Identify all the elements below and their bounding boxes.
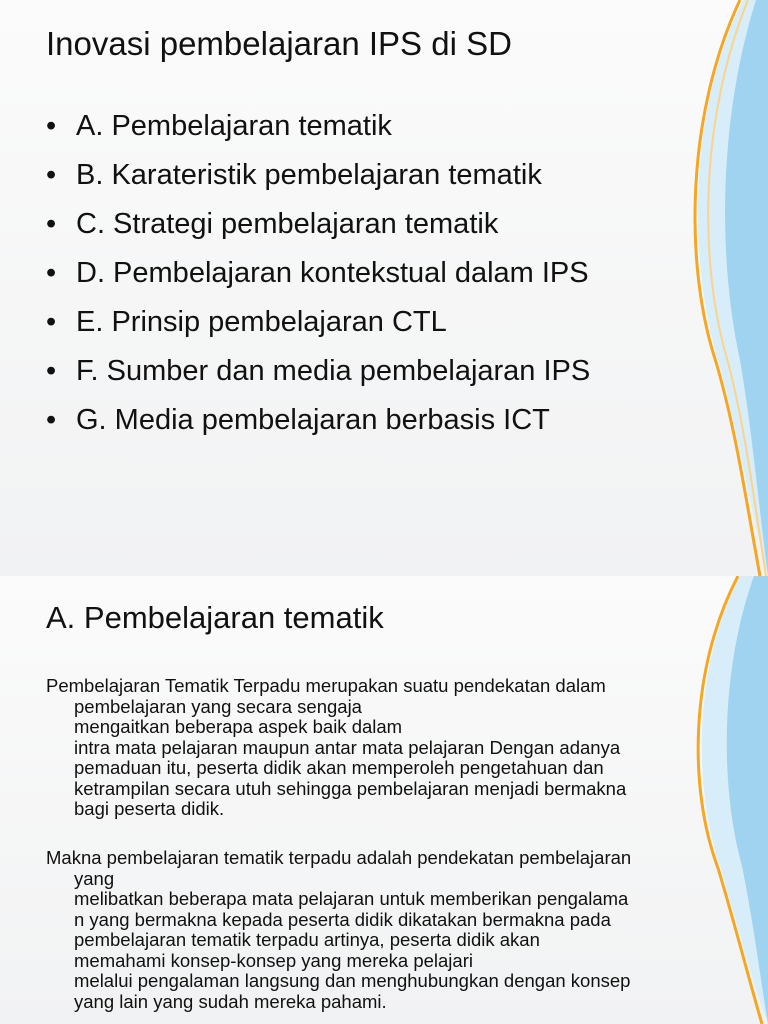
paragraph-line: melibatkan beberapa mata pelajaran untuk memberikan pengalama (74, 888, 629, 909)
bullet-icon: • (46, 110, 57, 142)
slide-title: A. Pembelajaran tematik (46, 600, 384, 635)
paragraph (46, 676, 736, 820)
bullet-icon: • (46, 355, 57, 387)
bullet-icon: • (46, 404, 57, 436)
paragraph-line: Pembelajaran Tematik Terpadu merupakan suatu pendekatan dalam (46, 675, 606, 696)
paragraph-line: yang (74, 867, 115, 889)
paragraph-line: Makna pembelajaran tematik terpadu adalah pendekatan pembelajaran (46, 847, 632, 868)
bullet-icon: • (46, 208, 57, 240)
list-item (46, 155, 590, 204)
paragraph-line: melalui pengalaman langsung dan menghubungkan dengan konsep (74, 970, 631, 991)
list-item-label: B. Karateristik pembelajaran tematik (76, 159, 542, 191)
list-item (46, 106, 590, 155)
list-item (46, 400, 590, 449)
list-item-label: E. Prinsip pembelajaran CTL (76, 306, 447, 338)
paragraph-line: yang lain yang sudah mereka pahami. (74, 990, 387, 1012)
paragraph-line: pemaduan itu, peserta didik akan memperoleh pengetahuan dan (74, 757, 604, 778)
paragraph-line: memahami konsep-konsep yang mereka pelajari (74, 949, 473, 971)
list-item-label: A. Pembelajaran tematik (76, 110, 392, 142)
list-item (46, 302, 590, 351)
list-item-label: F. Sumber dan media pembelajaran IPS (76, 355, 591, 387)
paragraph-line: pembelajaran tematik terpadu artinya, peserta didik akan (74, 929, 540, 950)
bullet-icon: • (46, 306, 57, 338)
slide-2 (0, 576, 768, 1024)
bullet-icon: • (46, 257, 57, 289)
list-item (46, 253, 590, 302)
paragraph-line: ketrampilan secara utuh sehingga pembelajaran menjadi bermakna (74, 777, 627, 799)
slide-title: Inovasi pembelajaran IPS di SD (46, 25, 512, 62)
paragraph-line: intra mata pelajaran maupun antar mata pelajaran Dengan adanya (74, 736, 621, 758)
list-item (46, 204, 590, 253)
list-item-label: D. Pembelajaran kontekstual dalam IPS (76, 257, 589, 289)
list-item-label: G. Media pembelajaran berbasis ICT (76, 404, 550, 436)
paragraph-line: pembelajaran yang secara sengaja (74, 695, 362, 717)
paragraph-line: n yang bermakna kepada peserta didik dikatakan bermakna pada (74, 908, 611, 930)
list-item-label: C. Strategi pembelajaran tematik (76, 208, 499, 240)
topic-list (46, 106, 590, 449)
bullet-icon: • (46, 159, 57, 191)
paragraph (46, 848, 736, 1012)
paragraph-line: mengaitkan beberapa aspek baik dalam (74, 716, 403, 737)
paragraph-line: bagi peserta didik. (74, 798, 225, 819)
list-item (46, 351, 590, 400)
wave-decoration (648, 0, 768, 576)
